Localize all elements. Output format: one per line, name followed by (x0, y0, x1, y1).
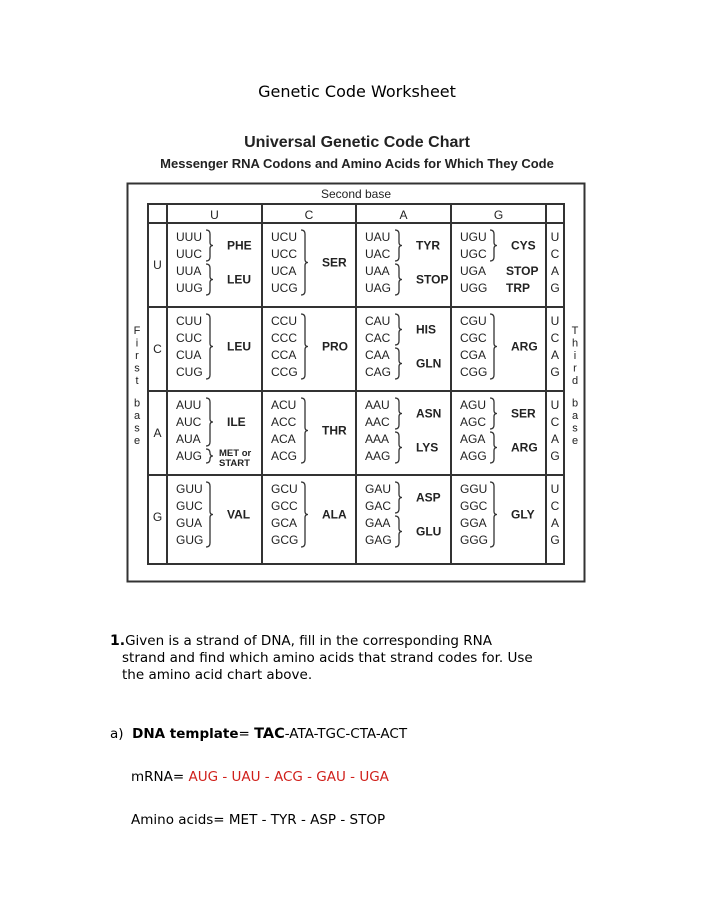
codon: CAA (365, 348, 390, 362)
amino-acid-label: GLN (416, 356, 442, 371)
codon: CCG (271, 365, 298, 379)
amino-acid-label: HIS (416, 322, 437, 337)
codon: CUA (176, 348, 202, 362)
codon: AGU (460, 398, 487, 412)
codon: GGA (460, 516, 487, 530)
first-base-label-letter: F (133, 325, 141, 337)
third-base-c: C (550, 331, 560, 345)
codon: AUA (176, 432, 201, 446)
mrna-answer: AUG - UAU - ACG - GAU - UGA (188, 769, 389, 785)
codon: GAC (365, 499, 392, 513)
codon: CGG (460, 365, 488, 379)
amino-acid-label: SER (511, 406, 536, 421)
amino-acid-label: LYS (416, 440, 439, 455)
codon-brace (395, 264, 402, 295)
codon: AUG (176, 449, 203, 463)
codon: UAA (365, 264, 390, 278)
amino-acid-label: LEU (227, 272, 251, 287)
codon: UCA (271, 264, 297, 278)
codon-brace (395, 432, 402, 463)
codon: GGU (460, 482, 488, 496)
codon: CCA (271, 348, 297, 362)
codon: UCU (271, 230, 297, 244)
question-text-line-3: the amino acid chart above. (122, 667, 313, 683)
amino-acid-label: ALA (322, 507, 347, 522)
third-base-a: A (550, 432, 560, 446)
first-base-g: G (152, 510, 163, 524)
codon: UCG (271, 281, 298, 295)
codon-brace (206, 398, 213, 446)
second-base-header-g: G (493, 208, 504, 222)
amino-acid-label: TYR (416, 238, 440, 253)
first-base-label-letter: e (133, 435, 141, 447)
codon: GCG (271, 533, 299, 547)
codon: CAG (365, 365, 392, 379)
codon: CGA (460, 348, 487, 362)
codon: UGU (460, 230, 487, 244)
amino-acids-row (131, 812, 385, 828)
third-base-u: U (550, 314, 560, 328)
amino-acid-label: PRO (322, 339, 349, 354)
amino-acids-answer: MET - TYR - ASP - STOP (228, 812, 386, 828)
codon: CAU (365, 314, 391, 328)
codon: ACC (271, 415, 297, 429)
codon: GGC (460, 499, 488, 513)
third-base-c: C (550, 499, 560, 513)
codon: GUA (176, 516, 203, 530)
third-base-g: G (550, 533, 560, 547)
first-base-label-letter: s (134, 422, 140, 435)
codon: AGA (460, 432, 486, 446)
codon: AUC (176, 415, 202, 429)
question-number: 1. (110, 633, 126, 649)
amino-acid-label: ILE (227, 415, 246, 429)
codon: CAC (365, 331, 391, 345)
amino-acid-label: MET or (219, 448, 252, 459)
codon-brace (395, 516, 402, 547)
third-base-label-letter: T (571, 325, 579, 337)
genetic-code-chart (126, 182, 586, 584)
codon: ACU (271, 398, 297, 412)
dna-equals: = (238, 726, 250, 742)
codon: UUC (176, 247, 202, 261)
codon: GUU (176, 482, 203, 496)
codon: GGG (460, 533, 489, 547)
dna-template-label: DNA template (132, 726, 239, 742)
codon: AGG (460, 449, 487, 463)
codon: GAA (365, 516, 391, 530)
codon-brace (301, 398, 308, 463)
first-base-c: C (153, 342, 162, 356)
codon-brace (395, 398, 402, 429)
third-base-label-letter: a (571, 410, 579, 422)
codon: AGC (460, 415, 487, 429)
question-text-line-1: Given is a strand of DNA, fill in the corresponding RNA (125, 633, 493, 649)
codon: ACG (271, 449, 298, 463)
amino-acid-label: ARG (511, 339, 538, 354)
codon: AAC (365, 415, 390, 429)
codon: UUA (176, 264, 202, 278)
third-base-g: G (550, 365, 560, 379)
mrna-row (131, 769, 389, 785)
second-base-header-c: C (304, 208, 314, 222)
first-base-label-letter: t (135, 375, 139, 387)
chart-title: Universal Genetic Code Chart (244, 134, 470, 151)
amino-acids-label: Amino acids= (131, 812, 225, 828)
third-base-g: G (550, 449, 560, 463)
codon-brace (490, 432, 497, 463)
codon: UAC (365, 247, 391, 261)
codon-brace (301, 314, 308, 379)
codon-brace (301, 230, 308, 295)
codon: UCC (271, 247, 297, 261)
third-base-label-letter: r (573, 362, 577, 375)
codon-brace (206, 314, 213, 379)
part-a-dna-row (110, 726, 407, 742)
codon: AUU (176, 398, 202, 412)
codon-brace (395, 348, 402, 379)
codon: UAG (365, 281, 392, 295)
amino-acid-label: ARG (511, 440, 538, 455)
codon: GCU (271, 482, 298, 496)
third-base-label-letter: b (571, 397, 579, 410)
codon-brace (206, 482, 213, 547)
codon: UUU (176, 230, 202, 244)
codon: CUG (176, 365, 203, 379)
mrna-label: mRNA= (131, 769, 185, 785)
third-base-label-letter: i (573, 350, 577, 362)
codon: CUU (176, 314, 202, 328)
first-base-u: U (153, 258, 162, 272)
third-base-g: G (550, 281, 560, 295)
third-base-u: U (550, 230, 560, 244)
codon: UUG (176, 281, 203, 295)
third-base-a: A (550, 516, 560, 530)
codon-brace (206, 449, 213, 463)
codon-brace (490, 230, 497, 261)
third-base-u: U (550, 398, 560, 412)
third-base-c: C (550, 247, 560, 261)
second-base-label: Second base (320, 187, 392, 201)
codon: GCA (271, 516, 298, 530)
codon: AAA (365, 432, 390, 446)
amino-acid-label: LEU (227, 339, 251, 354)
amino-acid-label: PHE (227, 238, 252, 253)
codon-brace (206, 230, 213, 261)
chart-subtitle: Messenger RNA Codons and Amino Acids for Which They Code (160, 156, 554, 171)
first-base-label-letter: s (134, 362, 140, 375)
codon: UGA (460, 264, 487, 278)
second-base-header-u: U (210, 208, 219, 222)
dna-start-codon: TAC (254, 726, 285, 742)
question-1 (110, 633, 570, 684)
amino-acid-label: VAL (227, 507, 251, 522)
amino-acid-label: STOP (506, 264, 539, 278)
codon: CUC (176, 331, 202, 345)
codon: AAU (365, 398, 390, 412)
first-base-label-letter: b (133, 397, 141, 410)
codon-brace (490, 314, 497, 379)
amino-acid-label: ASP (416, 490, 441, 505)
amino-acid-label: GLY (511, 507, 535, 522)
codon: GCC (271, 499, 298, 513)
third-base-c: C (550, 415, 560, 429)
second-base-header-a: A (399, 208, 408, 222)
codon: CCC (271, 331, 297, 345)
third-base-a: A (550, 264, 560, 278)
codon-brace (395, 482, 402, 513)
amino-acid-label: GLU (416, 524, 442, 539)
third-base-a: A (550, 348, 560, 362)
part-a-label: a) (110, 726, 124, 742)
amino-acid-label: ASN (416, 406, 442, 421)
codon-brace (395, 230, 402, 261)
question-text-line-2: strand and find which amino acids that strand codes for. Use (122, 650, 533, 666)
codon: GUC (176, 499, 203, 513)
third-base-label-letter: s (572, 422, 578, 435)
codon-brace (490, 482, 497, 547)
third-base-label-letter: h (571, 337, 579, 350)
codon: GAU (365, 482, 392, 496)
codon: UAU (365, 230, 391, 244)
dna-sequence-rest: -ATA-TGC-CTA-ACT (284, 726, 408, 742)
codon-brace (301, 482, 308, 547)
codon: UGC (460, 247, 487, 261)
codon-brace (206, 264, 213, 295)
amino-acid-label: THR (322, 423, 347, 438)
first-base-label-letter: i (135, 337, 139, 350)
third-base-label-letter: d (571, 375, 579, 387)
codon: AAG (365, 449, 391, 463)
amino-acid-label: SER (322, 255, 347, 270)
amino-acid-label: STOP (416, 272, 449, 287)
codon: CGU (460, 314, 487, 328)
first-base-label-letter: r (135, 350, 139, 362)
codon: ACA (271, 432, 296, 446)
codon: CCU (271, 314, 297, 328)
codon: CGC (460, 331, 487, 345)
page-title: Genetic Code Worksheet (258, 82, 456, 101)
codon: UGG (460, 281, 488, 295)
first-base-a: A (153, 426, 162, 440)
third-base-u: U (550, 482, 560, 496)
amino-acid-label: START (219, 458, 250, 469)
codon-brace (490, 398, 497, 429)
codon: GUG (176, 533, 204, 547)
third-base-label-letter: e (571, 435, 579, 447)
first-base-label-letter: a (133, 410, 141, 422)
amino-acid-label: CYS (511, 238, 536, 253)
codon-brace (395, 314, 402, 345)
codon: GAG (365, 533, 392, 547)
amino-acid-label: TRP (506, 281, 530, 295)
